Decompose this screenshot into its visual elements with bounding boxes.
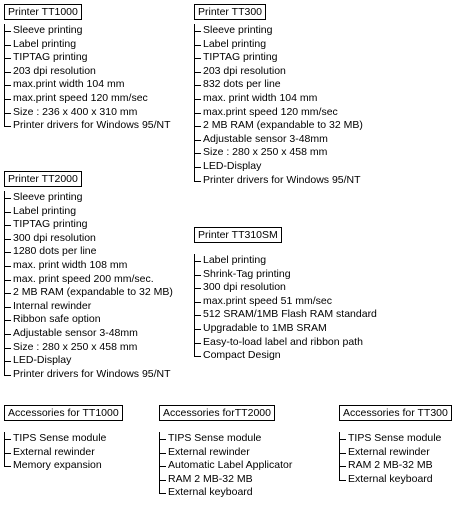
feature-item: 300 dpi resolution bbox=[4, 232, 173, 246]
accessories-tt2000-list bbox=[159, 432, 292, 500]
accessory-item: TIPS Sense module bbox=[4, 432, 123, 446]
accessory-item: TIPS Sense module bbox=[159, 432, 292, 446]
accessory-item: Memory expansion bbox=[4, 459, 123, 473]
accessories-tt300-list bbox=[339, 432, 452, 486]
feature-item: Printer drivers for Windows 95/NT bbox=[4, 368, 173, 382]
feature-item: max.print speed 51 mm/sec bbox=[194, 295, 377, 309]
feature-item: TIPTAG printing bbox=[4, 218, 173, 232]
accessory-item: External rewinder bbox=[159, 446, 292, 460]
feature-item: Upgradable to 1MB SRAM bbox=[194, 322, 377, 336]
accessories-tt1000-tree bbox=[4, 405, 123, 473]
feature-item: Printer drivers for Windows 95/NT bbox=[194, 174, 363, 188]
feature-item: LED-Display bbox=[4, 354, 173, 368]
accessories-tt1000-title: Accessories for TT1000 bbox=[4, 405, 123, 421]
feature-item: Shrink-Tag printing bbox=[194, 268, 377, 282]
accessory-item: RAM 2 MB-32 MB bbox=[159, 473, 292, 487]
feature-item: max.print speed 120 mm/sec bbox=[194, 106, 363, 120]
feature-item: Size : 236 x 400 x 310 mm bbox=[4, 106, 171, 120]
feature-item: Ribbon safe option bbox=[4, 313, 173, 327]
accessory-item: External keyboard bbox=[339, 473, 452, 487]
feature-item: 2 MB RAM (expandable to 32 MB) bbox=[194, 119, 363, 133]
feature-item: Label printing bbox=[4, 205, 173, 219]
feature-item: Sleeve printing bbox=[194, 24, 363, 38]
printer-tt1000-title: Printer TT1000 bbox=[4, 4, 82, 20]
feature-item: LED-Display bbox=[194, 160, 363, 174]
feature-item: 300 dpi resolution bbox=[194, 281, 377, 295]
feature-item: Internal rewinder bbox=[4, 300, 173, 314]
printer-tt310sm-tree bbox=[194, 227, 377, 363]
printer-tt310sm-feature-list bbox=[194, 254, 377, 363]
feature-item: 2 MB RAM (expandable to 32 MB) bbox=[4, 286, 173, 300]
feature-item: Compact Design bbox=[194, 349, 377, 363]
feature-item: Sleeve printing bbox=[4, 191, 173, 205]
feature-item: max.print width 104 mm bbox=[4, 78, 171, 92]
printer-tt2000-title: Printer TT2000 bbox=[4, 171, 82, 187]
accessory-item: External rewinder bbox=[339, 446, 452, 460]
printer-tt300-title: Printer TT300 bbox=[194, 4, 266, 20]
accessory-item: External rewinder bbox=[4, 446, 123, 460]
accessories-tt300-title: Accessories for TT300 bbox=[339, 405, 452, 421]
feature-item: Sleeve printing bbox=[4, 24, 171, 38]
accessory-item: TIPS Sense module bbox=[339, 432, 452, 446]
feature-item: Size : 280 x 250 x 458 mm bbox=[194, 146, 363, 160]
feature-item: Easy-to-load label and ribbon path bbox=[194, 336, 377, 350]
accessory-item: External keyboard bbox=[159, 486, 292, 500]
accessories-tt1000-list bbox=[4, 432, 123, 473]
feature-item: max. print width 108 mm bbox=[4, 259, 173, 273]
feature-item: max.print speed 120 mm/sec bbox=[4, 92, 171, 106]
feature-item: 203 dpi resolution bbox=[4, 65, 171, 79]
feature-item: 512 SRAM/1MB Flash RAM standard bbox=[194, 308, 377, 322]
printer-tt300-feature-list bbox=[194, 24, 363, 187]
printer-tt1000-tree bbox=[4, 4, 171, 133]
feature-item: 1280 dots per line bbox=[4, 245, 173, 259]
printer-tt2000-tree bbox=[4, 171, 173, 381]
printer-tt2000-feature-list bbox=[4, 191, 173, 381]
feature-item: TIPTAG printing bbox=[194, 51, 363, 65]
feature-item: Label printing bbox=[4, 38, 171, 52]
printer-tt300-tree bbox=[194, 4, 363, 187]
accessory-item: RAM 2 MB-32 MB bbox=[339, 459, 452, 473]
printer-tt1000-feature-list bbox=[4, 24, 171, 133]
accessory-item: Automatic Label Applicator bbox=[159, 459, 292, 473]
feature-item: TIPTAG printing bbox=[4, 51, 171, 65]
accessories-tt300-tree bbox=[339, 405, 452, 486]
feature-item: Label printing bbox=[194, 254, 377, 268]
feature-item: 832 dots per line bbox=[194, 78, 363, 92]
feature-item: Printer drivers for Windows 95/NT bbox=[4, 119, 171, 133]
accessories-tt2000-title: Accessories forTT2000 bbox=[159, 405, 275, 421]
feature-item: max. print width 104 mm bbox=[194, 92, 363, 106]
accessories-tt2000-tree bbox=[159, 405, 292, 500]
feature-item: 203 dpi resolution bbox=[194, 65, 363, 79]
feature-item: Adjustable sensor 3-48mm bbox=[194, 133, 363, 147]
printer-tt310sm-title: Printer TT310SM bbox=[194, 227, 282, 243]
feature-item: Label printing bbox=[194, 38, 363, 52]
feature-item: Size : 280 x 250 x 458 mm bbox=[4, 341, 173, 355]
feature-item: max. print speed 200 mm/sec. bbox=[4, 273, 173, 287]
feature-item: Adjustable sensor 3-48mm bbox=[4, 327, 173, 341]
